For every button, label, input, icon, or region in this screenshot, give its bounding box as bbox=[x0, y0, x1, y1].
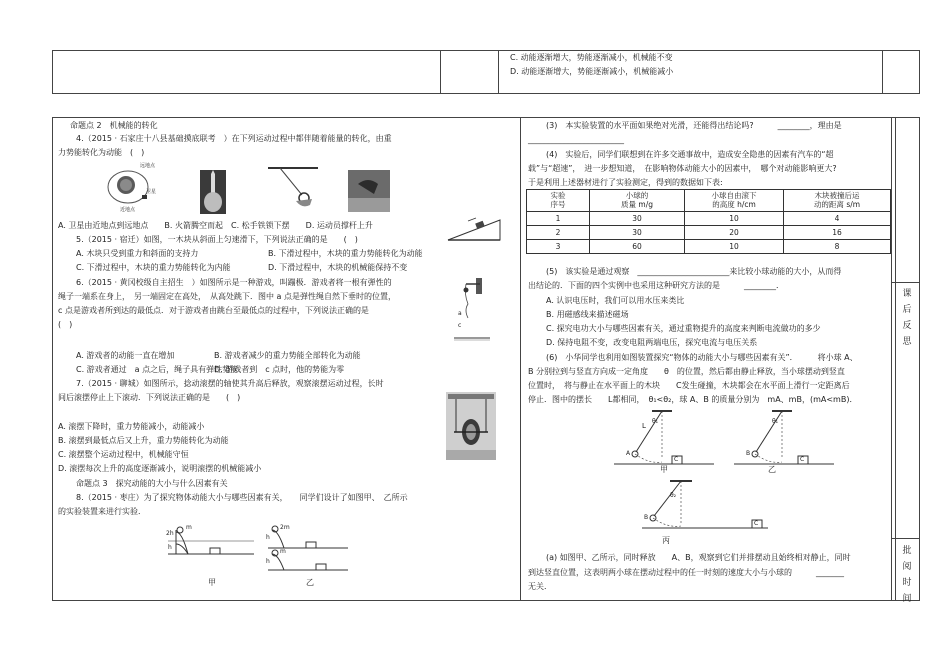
top-divider-2 bbox=[498, 50, 499, 94]
pendulum-jia-A-label: A bbox=[626, 450, 631, 457]
q8-part5-option-c: C. 探究电功大小与哪些因素有关，通过重物提升的高度来判断电流做功的多少 bbox=[546, 324, 821, 333]
table-cell: 10 bbox=[685, 239, 784, 253]
table-header-cell: 木块被撞后运 动的距离 s/m bbox=[784, 190, 891, 212]
q8-part6-line3: 位置时， 将与静止在水平面上的木块 C发生碰撞，木块都会在水平面上滑行一定距离后 bbox=[528, 381, 850, 390]
q8-jia-height-h: h bbox=[168, 544, 172, 551]
table-cell: 3 bbox=[527, 239, 590, 253]
q8-part6-line2: B 分别拉到与竖直方向成一定角度 θ 的位置，然后都由静止释放，当小球摆动到竖直 bbox=[528, 367, 845, 376]
q5-option-b: B. 下滑过程中，木块的重力势能转化为动能 bbox=[268, 249, 423, 258]
q8-part4-line2: 载”与“超速”， 进一步想知道， 在影响物体动能大小的因素中， 哪个对动能影响更大? bbox=[528, 164, 837, 173]
table-cell: 30 bbox=[590, 225, 685, 239]
pendulum-label-bing: 丙 bbox=[662, 536, 670, 545]
q8-stem-line2: 的实验装置来进行实验． bbox=[58, 507, 146, 516]
table-cell: 2 bbox=[527, 225, 590, 239]
table-row bbox=[527, 239, 891, 253]
table-header-cell: 实验 序号 bbox=[527, 190, 590, 212]
table-cell: 10 bbox=[685, 211, 784, 225]
q8-jia-height-2h: 2h bbox=[166, 530, 174, 537]
table-cell: 16 bbox=[784, 225, 891, 239]
q8-part6-line1: (6) 小华同学也利用如图装置探究“物体的动能大小与哪些因素有关”． 将小球 A、 bbox=[546, 353, 858, 362]
table-cell: 60 bbox=[590, 239, 685, 253]
pendulum-yi-theta1: θ₁ bbox=[772, 418, 779, 425]
table-row bbox=[527, 211, 891, 225]
q6-stem-line1: 6.（2015 · 黄冈校级自主招生 ）如图所示是一种游戏，叫蹦极．游戏者将一根有弹性的 bbox=[76, 278, 392, 287]
q8-yi-height-h-upper: h bbox=[266, 534, 270, 541]
q6-option-b: B. 游戏者减少的重力势能全部转化为动能 bbox=[214, 351, 361, 360]
pendulum-jia-C-label: C bbox=[674, 456, 679, 463]
q4-options: A. 卫星由近地点到远地点 B. 火箭腾空而起 C. 松手铁锁下摆 D. 运动员撑杆上升 bbox=[58, 221, 373, 230]
pendulum-bing-theta2: θ₂ bbox=[670, 492, 677, 499]
table-cell: 1 bbox=[527, 211, 590, 225]
q8-ramp-figure-jia bbox=[166, 524, 256, 560]
q6-option-a: A. 游戏者的动能一直在增加 bbox=[76, 351, 175, 360]
q6-point-a-label: a bbox=[458, 310, 462, 317]
q8-figure-label-yi: 乙 bbox=[306, 578, 314, 587]
pendulum-figure-bing bbox=[640, 478, 770, 534]
table-cell: 8 bbox=[784, 239, 891, 253]
q8-part5-option-a: A. 认识电压时，我们可以用水压来类比 bbox=[546, 296, 685, 305]
top-option-c: C. 动能逐渐增大，势能逐渐减小，机械能不变 bbox=[510, 53, 673, 62]
q4-stem-line1: 4.（2015 · 石家庄十八县基础摸底联考 ）在下列运动过程中都伴随着能量的转化，由重 bbox=[76, 134, 392, 143]
table-header-cell: 小球的 质量 m/g bbox=[590, 190, 685, 212]
q7-option-d: D. 滚摆每次上升的高度逐渐减小，说明滚摆的机械能减小 bbox=[58, 464, 262, 473]
q6-stem-line4: ( ) bbox=[58, 320, 73, 329]
q6-option-d: D. 游戏者到 c 点时，他的势能为零 bbox=[214, 365, 345, 374]
top-divider-3 bbox=[882, 50, 883, 94]
q8-part6a-line2: 到达竖直位置，这表明两小球在摆动过程中的任一时刻的速度大小与小球的 _______ bbox=[528, 568, 844, 577]
q4-near-point-label: 近地点 bbox=[120, 207, 136, 213]
table-cell: 30 bbox=[590, 211, 685, 225]
q6-point-c-label: c bbox=[458, 322, 462, 329]
q6-stem-line2: 绳子一端系在身上， 另一端固定在高处， 从高处跳下．图中 a 点是弹性绳自然下垂时的位置， bbox=[58, 292, 396, 301]
top-option-d: D. 动能逐渐增大，势能逐渐减小，机械能减小 bbox=[510, 67, 674, 76]
topic-3-heading: 命题点 3 探究动能的大小与什么因素有关 bbox=[76, 479, 228, 488]
q8-part4-line3: 于是利用上述器材进行了实验测定，得到的数据如下表: bbox=[528, 178, 723, 187]
pendulum-jia-theta1: θ₁ bbox=[652, 418, 659, 425]
top-divider-1 bbox=[440, 50, 441, 94]
pendulum-yi-B-label: B bbox=[746, 450, 751, 457]
q7-option-c: C. 滚摆整个运动过程中，机械能守恒 bbox=[58, 450, 189, 459]
experiment-data-table bbox=[526, 189, 891, 254]
q8-part6a-line1: (a) 如图甲、乙所示，同时释放 A、B，观察到它们并排摆动且始终相对静止，同时 bbox=[546, 553, 851, 562]
sidebar-review-time-label: 批 阅 时 间 bbox=[902, 546, 912, 604]
q8-yi-mass-m: m bbox=[280, 548, 286, 555]
q8-ramp-figure-yi bbox=[266, 524, 350, 576]
q7-stem-line2: 间后滚摆停止上下滚动．下列说法正确的是 ( ) bbox=[58, 393, 241, 402]
top-header-box bbox=[52, 50, 920, 94]
q8-yi-height-h-lower: h bbox=[266, 558, 270, 565]
pendulum-yi-C-label: C bbox=[800, 456, 805, 463]
pendulum-bing-B-label: B bbox=[644, 514, 649, 521]
pendulum-bing-C-label: C bbox=[754, 520, 759, 527]
pendulum-figure-yi bbox=[732, 408, 836, 468]
q8-jia-mass-m: m bbox=[186, 524, 192, 531]
q5-stem: 5.（2015 · 宿迁）如图，一木块从斜面上匀速滑下，下列说法正确的是 ( ) bbox=[76, 235, 358, 244]
sidebar-split-line-2 bbox=[891, 538, 920, 539]
q5-option-a: A. 木块只受到重力和斜面的支持力 bbox=[76, 249, 199, 258]
table-cell: 4 bbox=[784, 211, 891, 225]
q8-stem-line1: 8.（2015 · 枣庄）为了探究物体动能大小与哪些因素有关， 同学们设计了如图甲、 乙所示 bbox=[76, 493, 408, 502]
q4-pole-vault-photo bbox=[348, 170, 390, 212]
sidebar-reflection-label: 课 后 反 思 bbox=[902, 289, 912, 347]
q5-option-d: D. 下滑过程中，木块的机械能保持不变 bbox=[268, 263, 408, 272]
pendulum-label-jia: 甲 bbox=[660, 465, 668, 474]
q4-pendulum-lock-figure bbox=[266, 165, 320, 213]
table-row bbox=[527, 225, 891, 239]
q4-satellite-label: 卫星 bbox=[146, 189, 157, 195]
pendulum-jia-L-label: L bbox=[642, 422, 646, 430]
q8-part5-line1: (5) 该实验是通过观察 _______________________来比较小球动能的大小，从而得 bbox=[546, 267, 842, 276]
q8-part5-option-d: D. 保持电阻不变，改变电阻两端电压，探究电流与电压关系 bbox=[546, 338, 758, 347]
main-center-divider bbox=[520, 117, 521, 601]
q7-stem-line1: 7.（2015 · 聊城）如图所示，捻动滚摆的轴使其升高后释放，观察滚摆运动过程，长时 bbox=[76, 379, 384, 388]
q7-option-b: B. 滚摆到最低点后又上升，重力势能转化为动能 bbox=[58, 436, 229, 445]
main-right-divider-inner bbox=[895, 117, 896, 601]
q8-yi-mass-2m: 2m bbox=[280, 524, 290, 531]
q7-maxwell-wheel-figure bbox=[446, 392, 496, 460]
pendulum-label-yi: 乙 bbox=[768, 465, 776, 474]
q4-stem-line2: 力势能转化为动能 ( ) bbox=[58, 148, 145, 157]
table-header-cell: 小球自由滚下 的高度 h/cm bbox=[685, 190, 784, 212]
pendulum-figure-jia bbox=[612, 408, 716, 468]
q8-part6a-line3: 无关． bbox=[528, 582, 552, 591]
table-cell: 20 bbox=[685, 225, 784, 239]
q8-part5-option-b: B. 用磁感线来描述磁场 bbox=[546, 310, 629, 319]
sidebar-split-line bbox=[891, 282, 920, 283]
main-right-divider bbox=[891, 117, 892, 601]
q4-satellite-figure bbox=[104, 163, 160, 215]
q8-part3-line2: ________________________ bbox=[528, 135, 624, 144]
q8-part3-line1: (3) 本实验装置的水平面如果绝对光滑，还能得出结论吗? ________，理由是 bbox=[546, 121, 842, 130]
topic-2-heading: 命题点 2 机械能的转化 bbox=[70, 121, 158, 130]
q8-figure-label-jia: 甲 bbox=[208, 578, 216, 587]
q4-far-point-label: 远地点 bbox=[140, 163, 156, 169]
q8-part6-line4: 停止．图中的摆长 L都相同， θ₁<θ₂，球 A、B 的质量分别为 mA、mB，(mA<mB)． bbox=[528, 395, 858, 404]
q6-bungee-figure bbox=[452, 276, 492, 346]
q4-rocket-photo bbox=[200, 170, 226, 214]
q5-incline-figure bbox=[446, 216, 502, 242]
q5-option-c: C. 下滑过程中，木块的重力势能转化为内能 bbox=[76, 263, 231, 272]
q7-option-a: A. 滚摆下降时，重力势能减小，动能减小 bbox=[58, 422, 205, 431]
q8-part4-line1: (4) 实验后，同学们联想到在许多交通事故中，造成安全隐患的因素有汽车的“超 bbox=[546, 150, 834, 159]
q8-part5-line2: 出结论的．下面的四个实例中也采用这种研究方法的是 ________． bbox=[528, 281, 784, 290]
q6-stem-line3: c 点是游戏者所到达的最低点．对于游戏者由跳台至最低点的过程中，下列说法正确的是 bbox=[58, 306, 369, 315]
q6-option-c: C. 游戏者通过 a 点之后，绳子具有弹性势能 bbox=[76, 365, 239, 374]
